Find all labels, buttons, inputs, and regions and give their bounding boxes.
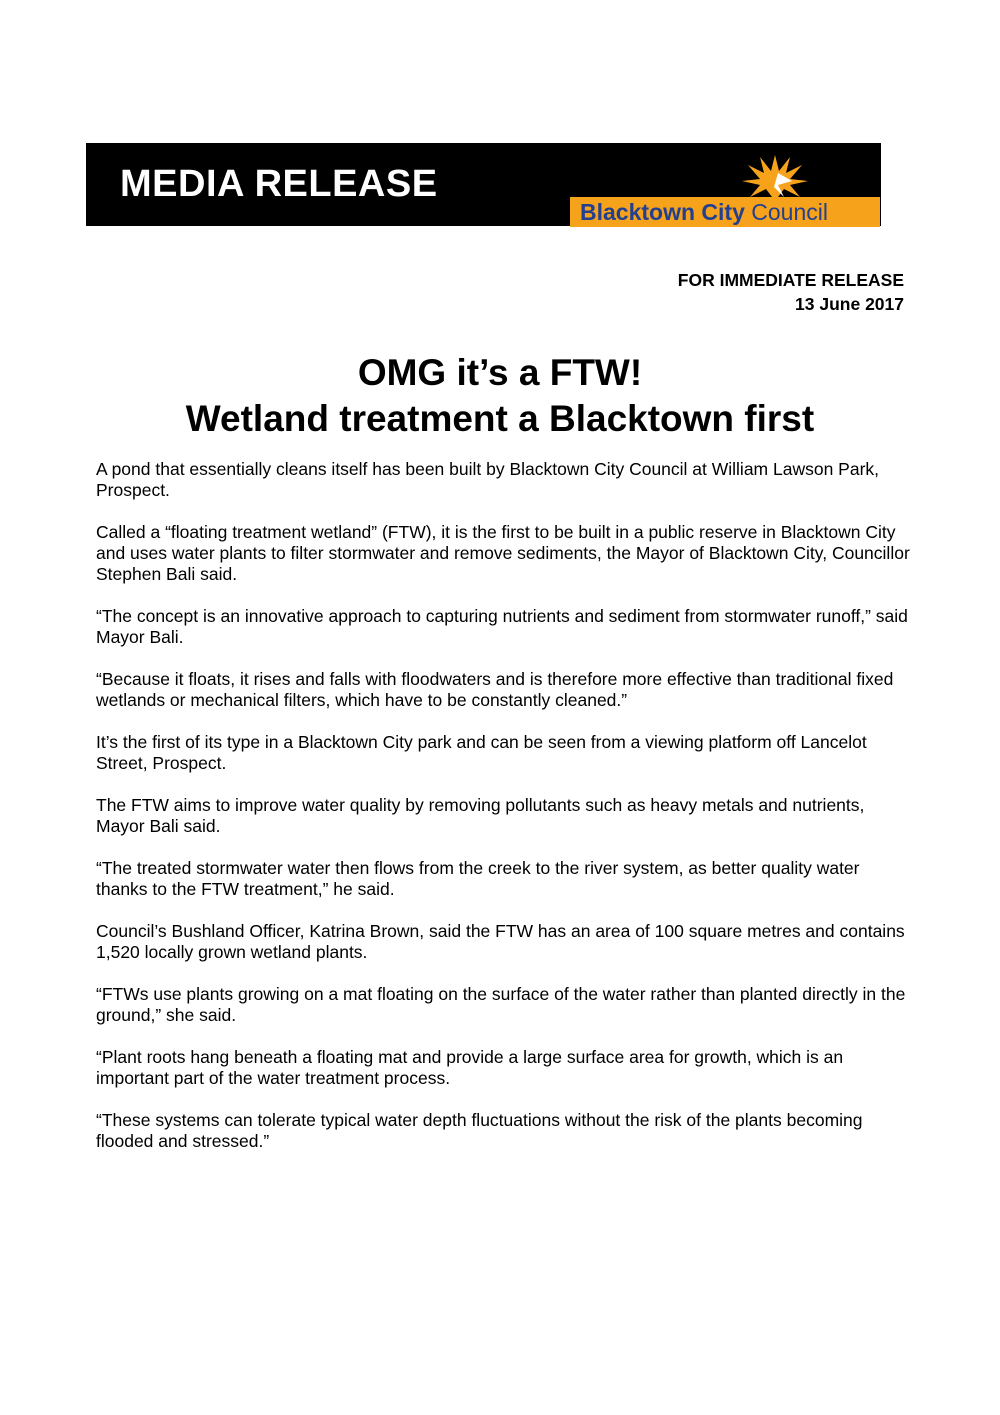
paragraph: “The treated stormwater water then flows from the creek to the river system, as better quality water thanks to the FTW treatment,” he said. (96, 858, 860, 899)
release-info (678, 268, 904, 316)
paragraph: “The concept is an innovative approach to capturing nutrients and sediment from stormwater runoff,” said Mayor Bali. (96, 606, 908, 647)
release-label: FOR IMMEDIATE RELEASE (677, 270, 904, 290)
logo-text-council: Council (751, 199, 828, 225)
headline-line-1: OMG it’s a FTW! (357, 352, 643, 393)
release-date: 13 June 2017 (795, 294, 904, 314)
headline-line-2: Wetland treatment a Blacktown first (185, 398, 815, 439)
paragraph: The FTW aims to improve water quality by removing pollutants such as heavy metals and nutrients, Mayor Bali said. (96, 795, 865, 836)
blacktown-council-logo (570, 151, 880, 225)
banner-title: MEDIA RELEASE (120, 163, 438, 205)
article-body (96, 459, 911, 1173)
logo-text (580, 197, 828, 227)
media-release-banner (86, 143, 881, 226)
paragraph: A pond that essentially cleans itself has been built by Blacktown City Council at William Lawson Park, Prospect. (96, 459, 880, 500)
paragraph: “Because it floats, it rises and falls with floodwaters and is therefore more effective than traditional fixed wetlands or mechanical filters, which have to be constantly cleaned.” (96, 669, 894, 710)
logo-text-blacktown-city: Blacktown City (580, 199, 745, 225)
paragraph: Called a “floating treatment wetland” (FTW), it is the first to be built in a public reserve in Blacktown City and uses water plants to filter stormwater and remove sediments, the Mayor of Blacktown City, Councillor Stephen Bali said. (96, 522, 910, 584)
paragraph: It’s the first of its type in a Blacktown City park and can be seen from a viewing platform off Lancelot Street, Prospect. (96, 732, 867, 773)
headline (0, 350, 1000, 442)
paragraph: “Plant roots hang beneath a floating mat and provide a large surface area for growth, which is an important part of the water treatment process. (96, 1047, 844, 1088)
paragraph: “FTWs use plants growing on a mat floating on the surface of the water rather than planted directly in the ground,” she said. (96, 984, 906, 1025)
sun-icon (740, 151, 810, 201)
paragraph: Council’s Bushland Officer, Katrina Brown, said the FTW has an area of 100 square metres and contains 1,520 locally grown wetland plants. (96, 921, 905, 962)
paragraph: “These systems can tolerate typical water depth fluctuations without the risk of the plants becoming flooded and stressed.” (96, 1110, 863, 1151)
